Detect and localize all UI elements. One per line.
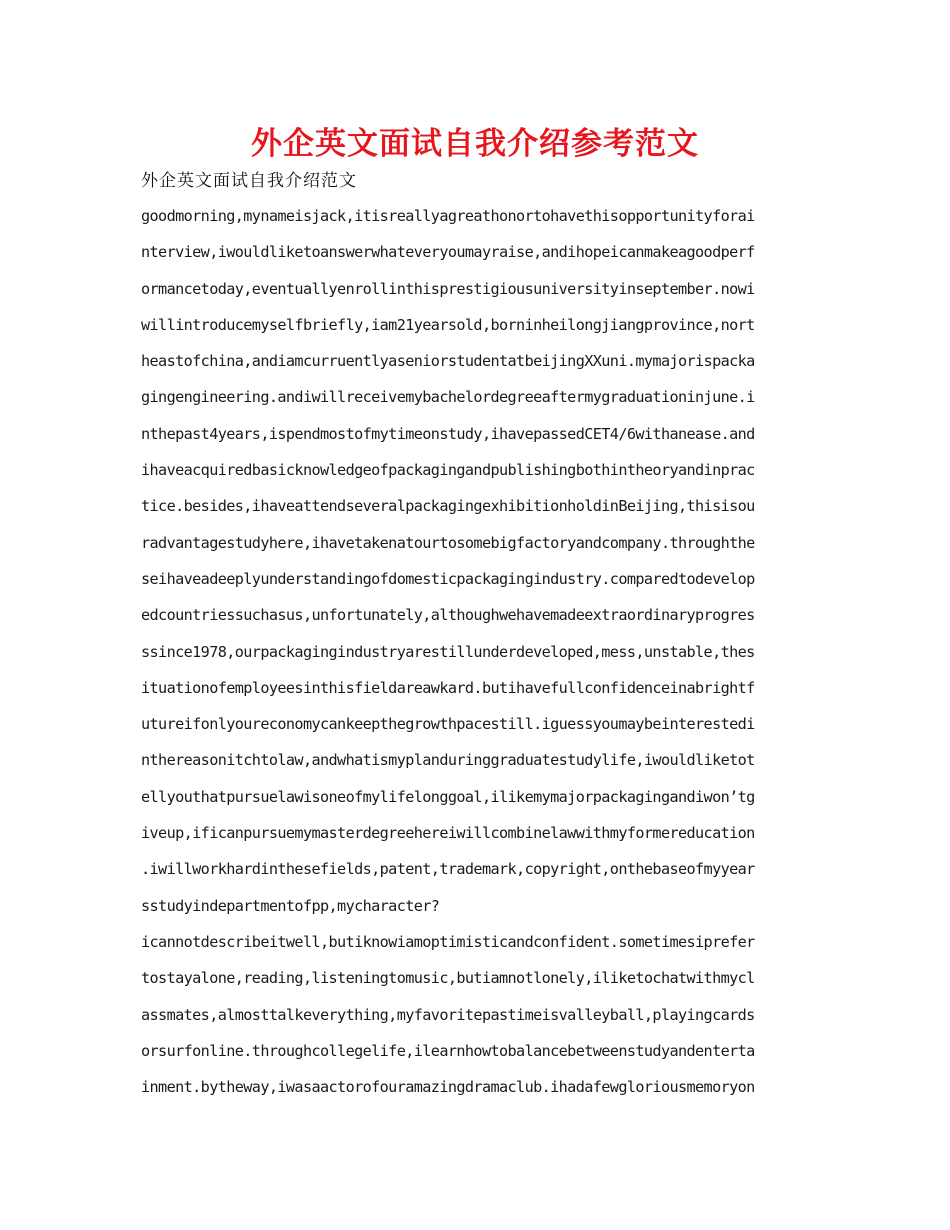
- body-line: gingengineering.andiwillreceivemybachelordegreeaftermygraduationinjune.i: [141, 388, 755, 407]
- body-line: nterview,iwouldliketoanswerwhateveryoumayraise,andihopeicanmakeagoodperf: [141, 243, 755, 262]
- body-line: ellyouthatpursuelawisoneofmylifelonggoal,ilikemymajorpackagingandiwon’tg: [141, 787, 755, 806]
- document-title: 外企英文面试自我介绍参考范文: [251, 126, 699, 162]
- body-line: iveup,ificanpursuemymasterdegreehereiwillcombinelawwithmyformereducation: [141, 824, 755, 843]
- body-line: ihaveacquiredbasicknowledgeofpackagingandpublishingbothintheoryandinprac: [141, 461, 755, 480]
- body-line: willintroducemyselfbriefly,iam21yearsold,borninheilongjiangprovince,nort: [141, 315, 755, 334]
- body-line: nthepast4years,ispendmostofmytimeonstudy,ihavepassedCET4/6withanease.and: [141, 424, 755, 443]
- body-line: ormancetoday,eventuallyenrollinthisprestigiousuniversityinseptember.nowi: [141, 279, 755, 298]
- body-line: tice.besides,ihaveattendseveralpackagingexhibitionholdinBeijing,thisisou: [141, 497, 755, 516]
- document-subtitle: 外企英文面试自我介绍范文: [141, 171, 357, 191]
- body-line: ituationofemployeesinthisfieldareawkard.butihavefullconfidenceinabrightf: [141, 678, 755, 697]
- body-line: assmates,almosttalkeverything,myfavoritepastimeisvalleyball,playingcards: [141, 1005, 755, 1024]
- body-line: orsurfonline.throughcollegelife,ilearnhowtobalancebetweenstudyandenterta: [141, 1041, 755, 1060]
- document-body: [141, 198, 821, 1105]
- body-line: tostayalone,reading,listeningtomusic,butiamnotlonely,iliketochatwithmycl: [141, 969, 755, 988]
- body-line: radvantagestudyhere,ihavetakenatourtosomebigfactoryandcompany.throughthe: [141, 533, 755, 552]
- body-line: sstudyindepartmentofpp,mycharacter?: [141, 896, 440, 915]
- body-line: edcountriessuchasus,unfortunately,althoughwehavemadeextraordinaryprogres: [141, 606, 755, 625]
- body-line: utureifonlyoureconomycankeepthegrowthpacestill.iguessyoumaybeinterestedi: [141, 715, 755, 734]
- body-line: seihaveadeeplyunderstandingofdomesticpackagingindustry.comparedtodevelop: [141, 569, 755, 588]
- body-line: inment.bytheway,iwasaactorofouramazingdramaclub.ihadafewgloriousmemoryon: [141, 1078, 755, 1097]
- body-line: ssince1978,ourpackagingindustryarestillunderdeveloped,mess,unstable,thes: [141, 642, 755, 661]
- body-line: .iwillworkhardinthesefields,patent,trademark,copyright,onthebaseofmyyear: [141, 860, 755, 879]
- body-line: goodmorning,mynameisjack,itisreallyagreathonortohavethisopportunityforai: [141, 207, 755, 225]
- body-line: nthereasonitchtolaw,andwhatismyplanduringgraduatestudylife,iwouldliketot: [141, 751, 755, 770]
- body-line: heastofchina,andiamcurruentlyaseniorstudentatbeijingXXuni.mymajorispacka: [141, 352, 755, 371]
- body-line: icannotdescribeitwell,butiknowiamoptimisticandconfident.sometimesiprefer: [141, 932, 755, 951]
